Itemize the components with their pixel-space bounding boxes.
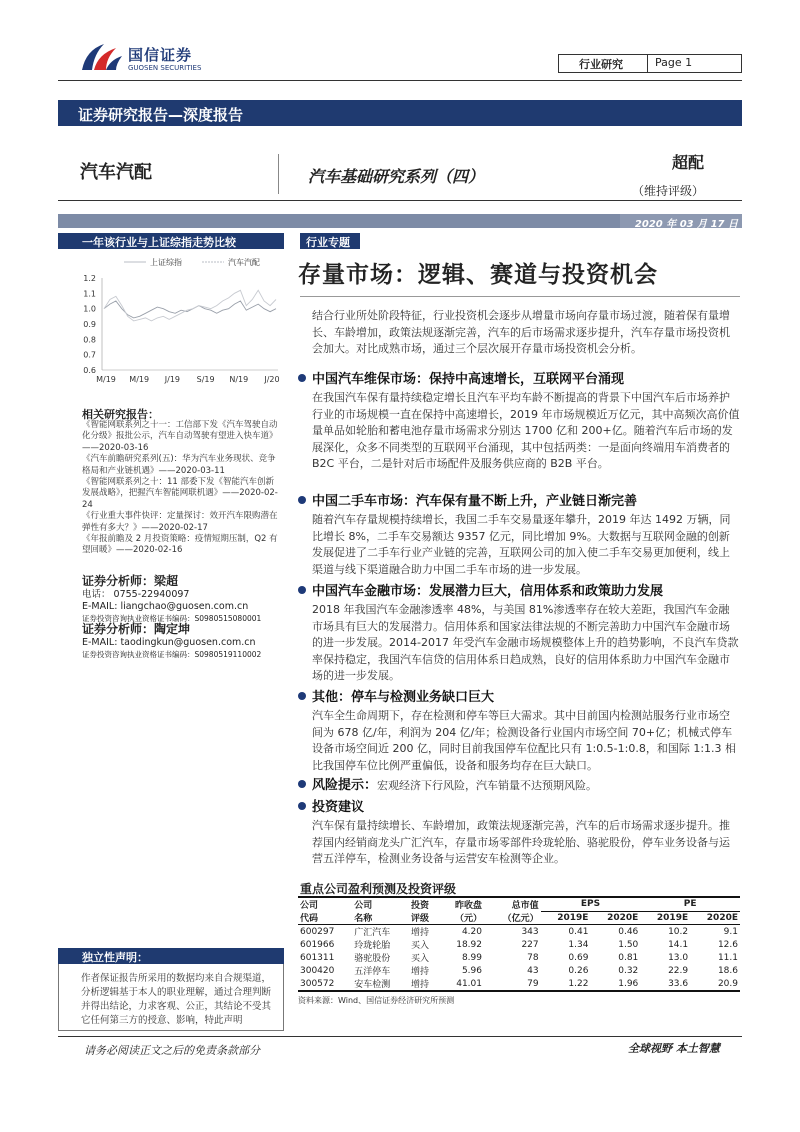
table-source: 资料来源：Wind、国信证券经济研究所预测 (298, 996, 455, 1005)
intro-paragraph: 结合行业所处阶段特征，行业投资机会逐步从增量市场向存量市场过渡，随着保有量增长、车龄增加，政策法规逐渐完善，汽车的后市场需求逐步提升，汽车存量市场投资机会加大。对比成熟市场，通过三个层次展开存量市场投资机会分析。 (312, 309, 730, 355)
independence-title-bar (58, 948, 284, 964)
date-bar (620, 214, 742, 228)
section-body: 2018 年我国汽车金融渗透率 48%，与美国 81%渗透率存在较大差距，我国汽车金融市场具有巨大的发展潜力。信用体系和国家法律法规的不断完善助力中国汽车金融市场的进一步发展。2014-2017 年受汽车金融市场规模整体上升的趋势影响，不良汽车贷款率保持稳定，我国汽车信贷的信用体系日趋成熟，良好的信用体系助力中国汽车金融市场的进一步发展。 (312, 603, 739, 682)
header-box (558, 54, 742, 73)
y-tick-label: 0.9 (83, 320, 96, 329)
y-tick-label: 1.1 (83, 289, 96, 299)
invest-section (298, 796, 740, 868)
footer-disclaimer: 请务必阅读正文之后的免责条款部分 (84, 1044, 260, 1057)
related-title: 相关研究报告： (82, 408, 159, 421)
section-title: 中国汽车维保市场：保持中高速增长，互联网平台涌现 (312, 372, 625, 387)
table-row: 600297 广汇汽车 增持 4.20 343 0.41 0.46 10.2 9.1 (300, 926, 738, 938)
table-row: 601311 骆驼股份 买入 8.99 78 0.69 0.81 13.0 11.1 (300, 952, 738, 964)
analyst-1 (82, 572, 292, 624)
table-row: 601966 玲珑轮胎 买入 18.92 227 1.34 1.50 14.1 12.6 (300, 939, 738, 951)
section-4 (298, 686, 740, 774)
bullet-icon (298, 802, 306, 810)
bullet-icon (298, 780, 306, 788)
band-title: 证券研究报告—深度报告 (78, 106, 244, 124)
main-title: 存量市场：逻辑、赛道与投资机会 (298, 261, 658, 288)
invest-body: 汽车保有量持续增长、车龄增加，政策法规逐渐完善，汽车的后市场需求逐步提升。推荐国内经销商龙头广汇汽车，存量市场零部件玲珑轮胎、骆驼股份，停车业务设备与运营五洋停车，检测业务设备与运营安车检测等企业。 (312, 819, 730, 865)
table-row: 300420 五洋停车 增持 5.96 43 0.26 0.32 22.9 18.6 (300, 965, 738, 977)
logo (80, 40, 220, 76)
x-tick-label: N/19 (229, 375, 249, 384)
related-item: 《智能网联系列之十一：工信部下发《汽车驾驶自动化分级》报批公示，汽车自动驾驶有望进入快车道》——2020-03-16 (82, 420, 278, 453)
legend-label: 上证综指 (150, 258, 182, 267)
section-body: 随着汽车存量规模持续增长，我国二手车交易量逐年攀升，2019 年达 1492 万辆，同比增长 8%，二手车交易额达 9357 亿元，同比增加 9%。大数据与互联网金融的创新发展促进了二手车行业产业链的完善，互联网公司的加入使二手车交易更加便利，线上渠道与线下渠道融合助力中国二手车市场的进一步发展。 (312, 513, 731, 576)
risk-text: 宏观经济下行风险，汽车销量不达预期风险。 (377, 779, 598, 792)
sector-block (58, 136, 742, 206)
analyst-role: 证券分析师： (82, 622, 155, 636)
x-tick-label: S/19 (196, 375, 215, 384)
logo-en: GUOSEN SECURITIES (128, 64, 202, 72)
table-header-row: 公司 公司 投资 昨收盘 总市值 EPS PE (298, 898, 740, 911)
section-title: 其他：停车与检测业务缺口巨大 (312, 690, 495, 705)
topic-tag: 行业专题 (300, 233, 360, 249)
section-title: 中国二手车市场：汽车保有量不断上升，产业链日渐完善 (312, 494, 638, 509)
rating-value: 超配 (672, 153, 705, 172)
table-header-row: 代码 名称 评级 （元） （亿元） 2019E 2020E 2019E 2020E (300, 912, 738, 924)
independence-box (58, 964, 284, 1031)
chart-title: 一年该行业与上证综指走势比较 (82, 236, 236, 249)
risk-title: 风险提示： (312, 778, 378, 793)
legend-label: 汽车汽配 (228, 258, 260, 267)
forecast-table (298, 896, 740, 1006)
x-tick-label: M/19 (129, 375, 150, 384)
section-1 (298, 368, 740, 473)
footer-slogan: 全球视野 本土智慧 (628, 1042, 720, 1055)
section-3 (298, 580, 740, 685)
related-item: 《行业重大事件快评：定量探讨：效开汽车限购潜在弹性有多大？》——2020-02-17 (82, 511, 278, 533)
section-2 (298, 490, 740, 578)
analyst-license: 证券投资咨询执业资格证书编码：S0980519110002 (82, 650, 262, 659)
guosen-logo-icon (80, 40, 124, 74)
bullet-icon (298, 692, 306, 700)
y-tick-label: 0.7 (83, 350, 96, 360)
bullet-icon (298, 496, 306, 504)
y-tick-label: 1.0 (83, 304, 96, 314)
bullet-icon (298, 586, 306, 594)
related-list (82, 420, 282, 557)
forecast-title: 重点公司盈利预测及投资评级 (300, 882, 457, 896)
y-tick-label: 0.8 (83, 335, 96, 345)
report-type-band (58, 100, 742, 126)
analyst-2 (82, 620, 292, 660)
table-row: 300572 安车检测 增持 41.01 79 1.22 1.96 33.6 20.9 (300, 978, 738, 990)
analyst-name: 梁超 (154, 574, 179, 588)
related-item: 《汽车前瞻研究系列(五)：华为汽车业务现状、竞争格局和产业链机遇》——2020-03-11 (82, 454, 276, 476)
analyst-role: 证券分析师： (82, 574, 155, 588)
independence-text: 作者保证报告所采用的数据均来自合规渠道，分析逻辑基于本人的职业理解，通过合理判断并得出结论，力求客观、公正，其结论不受其它任何第三方的授意、影响，特此声明 (81, 973, 272, 1026)
series-title: 汽车基础研究系列（四） (308, 167, 485, 186)
report-date: 2020 年 03 月 17 日 (634, 219, 738, 230)
sector-name: 汽车汽配 (80, 162, 152, 183)
related-item: 《年报前瞻及 2 月投资策略：疫情短期压制，Q2 有望回暖》——2020-02-16 (82, 534, 278, 556)
section-body: 汽车全生命周期下，存在检测和停车等巨大需求。其中目前国内检测站服务行业市场空间为 678 亿/年，利润为 204 亿/年；检测设备行业国内市场空间 70+亿；机械式停车设备市场空间近 200 亿，同时目前我国停车位配比只有 1:0.5-1:0.8，和国际 1:1.3 相比我国停车位比例严重偏低，设备和服务均存在巨大缺口。 (312, 709, 737, 772)
header-label: 行业研究 (579, 58, 623, 71)
bullet-icon (298, 374, 306, 382)
chart-title-bar (58, 233, 284, 249)
independence-title: 独立性声明： (82, 951, 148, 964)
logo-cn: 国信证券 (128, 46, 193, 64)
section-title: 中国汽车金融市场：发展潜力巨大，信用体系和政策助力发展 (312, 584, 664, 599)
x-tick-label: J/19 (164, 375, 181, 384)
x-tick-label: J/20 (264, 375, 280, 384)
y-tick-label: 1.2 (83, 274, 96, 283)
analyst-name: 陶定坤 (154, 622, 191, 636)
analyst-phone: 电话： 0755-22940097 (82, 589, 190, 600)
y-tick-label: 0.6 (83, 366, 96, 375)
analyst-license: 证券投资咨询执业资格证书编码：S0980515080001 (82, 614, 262, 623)
x-tick-label: M/19 (96, 375, 116, 384)
invest-title: 投资建议 (312, 800, 365, 815)
rating-note: （维持评级） (632, 184, 705, 198)
analyst-email[interactable]: E-MAIL: liangchao@guosen.com.cn (82, 601, 249, 612)
section-body: 在我国汽车保有量持续稳定增长且汽车平均车龄不断提高的背景下中国汽车后市场养护行业的市场规模一直在保持中高速增长，2019 年市场规模近万亿元，其中高频次高价值量单品如轮胎和蓄电池存量市场需求分别达 1700 亿和 200+亿。随着汽车后市场的发展深化，众多不同类型的互联网平台涌现，其中包括两类：一是面向终端用车消费者的 B2C 平台，二是针对后市场配件及服务供应商的 B2B 平台。 (312, 391, 740, 470)
analyst-email[interactable]: E-MAIL: taodingkun@guosen.com.cn (82, 637, 256, 648)
header-page: Page 1 (655, 56, 693, 69)
related-item: 《智能网联系列之十：11 部委下发《智能汽车创新发展战略》，把握汽车智能网联机遇》——2020-02-24 (82, 477, 278, 510)
trend-chart (58, 252, 284, 390)
risk-line (298, 774, 740, 793)
